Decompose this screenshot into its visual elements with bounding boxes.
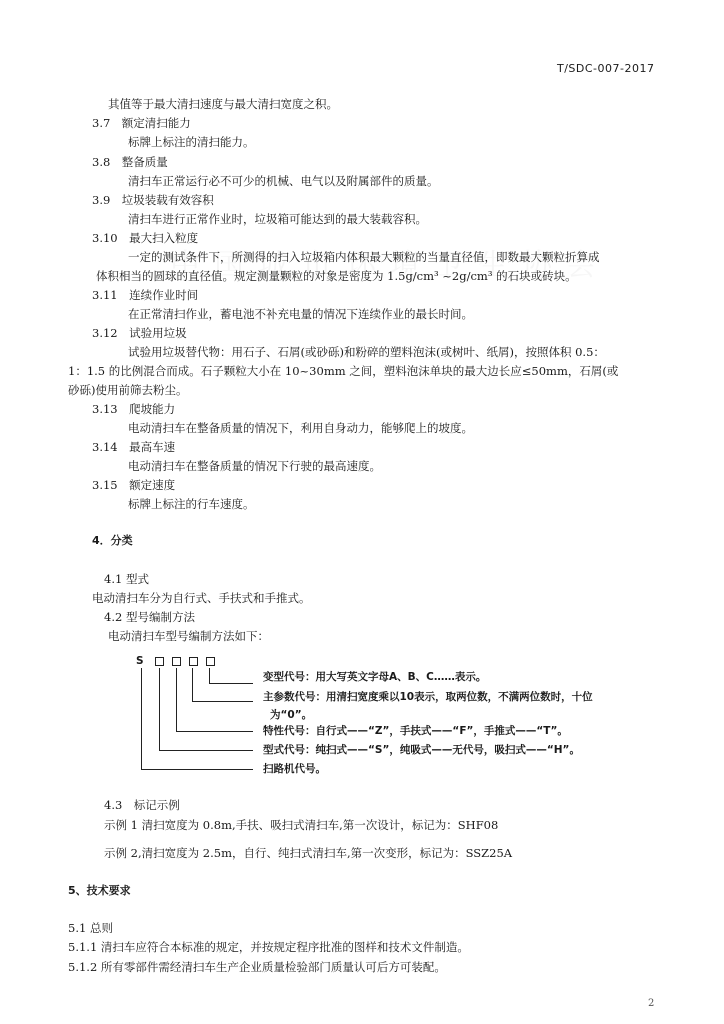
text-line: 体积相当的圆球的直径值。规定测量颗粒的对象是密度为 1.5g/cm³ ~2g/cm³ 的石块或砖块。	[96, 269, 577, 283]
section-heading: 5.1 总则	[68, 921, 113, 935]
text-line: 一定的测试条件下，所测得的扫入垃圾箱内体积最大颗粒的当量直径值，即数最大颗粒折算成	[128, 250, 600, 264]
diagram-label: 扫路机代号。	[263, 763, 326, 775]
code-box	[172, 657, 181, 666]
text-line: 电动清扫车在整备质量的情况下行驶的最高速度。	[128, 459, 381, 473]
diagram-label: 为“0”。	[270, 709, 313, 721]
diagram-label: 特性代号：自行式——“Z”，手扶式——“F”，手推式——“T”。	[263, 725, 568, 737]
code-box	[206, 657, 215, 666]
text-line: 5.1.1 清扫车应符合本标准的规定，并按规定程序批准的图样和技术文件制造。	[68, 940, 469, 954]
text-line: 砂砾)使用前筛去粉尘。	[68, 383, 188, 397]
section-heading: 4.3 标记示例	[104, 798, 180, 812]
text-line: 示例 2,清扫宽度为 2.5m，自行、纯扫式清扫车,第一次变形，标记为：SSZ25A	[104, 846, 513, 860]
section-heading: 3.15 额定速度	[92, 478, 176, 492]
text-line: 清扫车进行正常作业时，垃圾箱可能达到的最大装载容积。	[128, 212, 427, 226]
text-line: 电动清扫车分为自行式、手扶式和手推式。	[92, 591, 311, 605]
text-line: 清扫车正常运行必不可少的机械、电气以及附属部件的质量。	[128, 174, 439, 188]
text-line: 示例 1 清扫宽度为 0.8m,手扶、吸扫式清扫车,第一次设计，标记为：SHF08	[104, 818, 499, 832]
diagram-label: 型式代号：纯扫式——“S”，纯吸式——无代号，吸扫式——“H”。	[263, 744, 580, 756]
page-number: 2	[648, 998, 655, 1009]
code-box	[189, 657, 198, 666]
section-heading: 3.9 垃圾装载有效容积	[92, 193, 214, 207]
section-heading: 3.12 试验用垃圾	[92, 326, 187, 340]
diagram-label: 主参数代号：用清扫宽度乘以10表示，取两位数，不满两位数时，十位	[263, 691, 593, 703]
text-line: 试验用垃圾替代物：用石子、石屑(或砂砾)和粉碎的塑料泡沫(或树叶、纸屑)，按照体积 0.5：	[128, 345, 605, 359]
section-heading: 3.14 最高车速	[92, 440, 176, 454]
text-line: 标牌上标注的行车速度。	[128, 497, 255, 511]
section-heading: 4.1 型式	[104, 572, 149, 586]
section-heading: 3.10 最大扫入粒度	[92, 231, 199, 245]
text-line: 标牌上标注的清扫能力。	[128, 135, 255, 149]
text-line: 1：1.5 的比例混合而成。石子颗粒大小在 10~30mm 之间，塑料泡沫单块的最大边长应≤50mm，石屑(或	[68, 364, 619, 378]
text-line: 5.1.2 所有零部件需经清扫车生产企业质量检验部门质量认可后方可装配。	[68, 960, 446, 974]
text-line: 电动清扫车在整备质量的情况下，利用自身动力，能够爬上的坡度。	[128, 421, 473, 435]
chapter-heading: 5、技术要求	[68, 884, 131, 897]
section-heading: 3.11 连续作业时间	[92, 288, 199, 302]
diagram-label: 变型代号：用大写英文字母A、B、C……表示。	[263, 671, 487, 683]
diagram-prefix: S	[136, 655, 144, 667]
section-heading: 3.7 额定清扫能力	[92, 116, 191, 130]
section-heading: 3.8 整备质量	[92, 155, 168, 169]
text-line: 电动清扫车型号编制方法如下：	[108, 629, 269, 643]
code-box	[155, 657, 164, 666]
doc-code: T/SDC-007-2017	[557, 62, 655, 75]
text-line: 其值等于最大清扫速度与最大清扫宽度之积。	[108, 97, 338, 111]
section-heading: 3.13 爬坡能力	[92, 402, 176, 416]
text-line: 在正常清扫作业，蓄电池不补充电量的情况下连续作业的最长时间。	[128, 307, 473, 321]
section-heading: 4.2 型号编制方法	[104, 610, 195, 624]
chapter-heading: 4．分类	[92, 534, 133, 547]
